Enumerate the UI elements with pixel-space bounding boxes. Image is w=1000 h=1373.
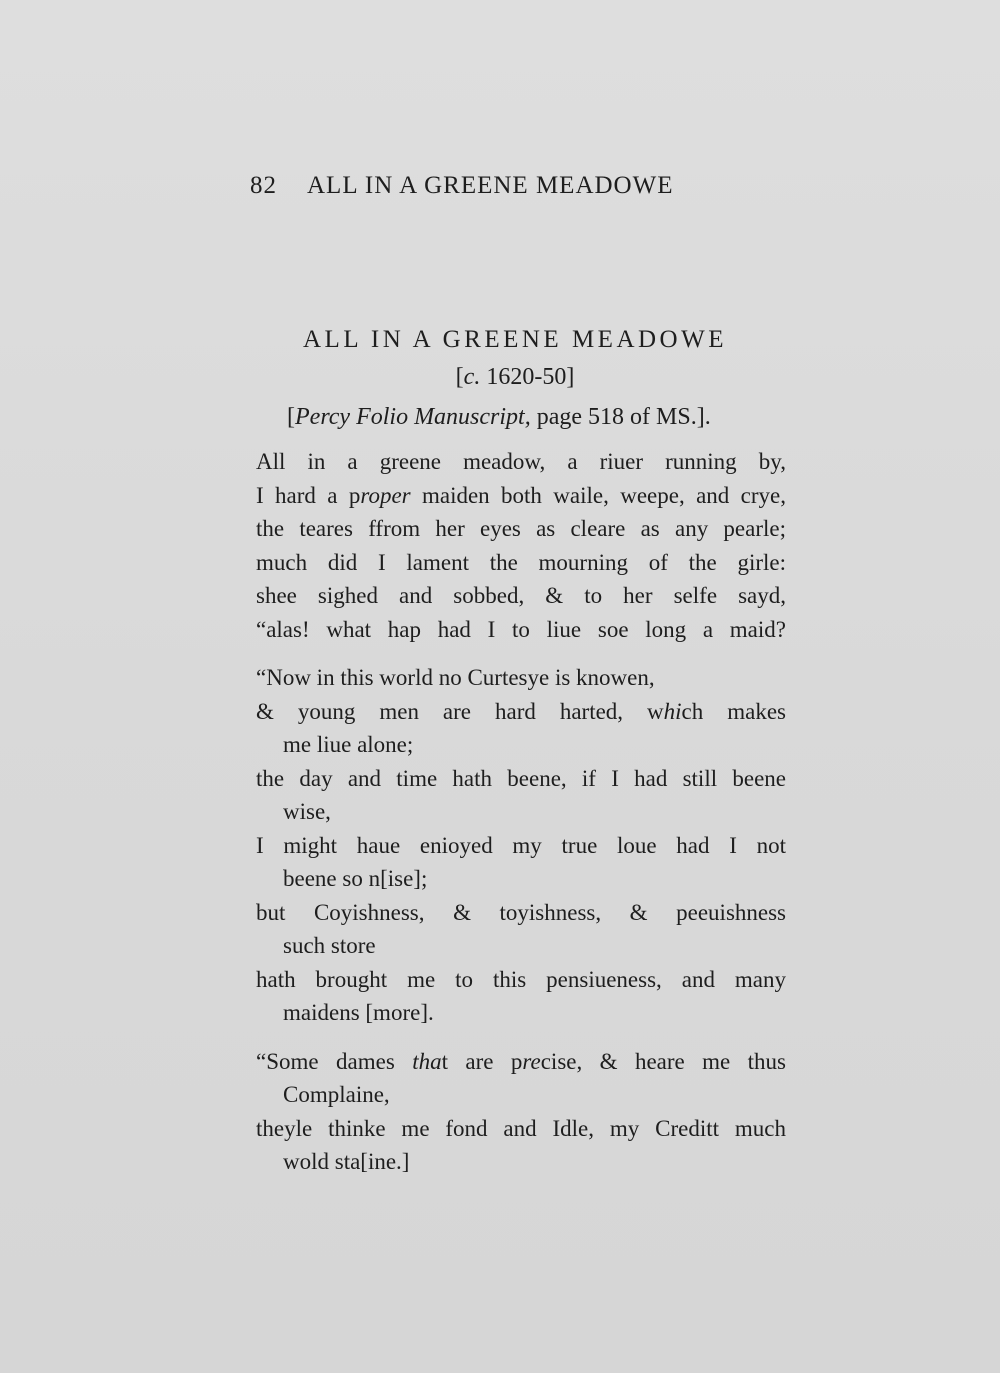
stanza-2 [256,661,786,1030]
poem-line: “Now in this world no Curtesye is knowen, [256,665,655,690]
ballad-date [0,364,1000,391]
poem-line-continuation: such store [283,933,376,958]
line-part: “Some dames [256,1048,413,1074]
poem-body [256,445,786,1179]
line-part: ch makes [681,698,786,724]
line-italic: roper [360,482,411,508]
poem-line-continuation: me liue alone; [283,732,414,757]
poem-line-continuation: beene so n[ise]; [283,866,428,891]
poem-line: the teares ffrom her eyes as cleare as any pearle; [256,516,786,541]
line-part: I hard a p [256,482,361,508]
date-bracket: [ [455,364,464,390]
line-part: cise, & heare me thus [540,1048,787,1074]
poem-line: much did I lament the mourning of the girle: [256,549,786,575]
date-years: 1620-50] [480,364,575,390]
poem-line: All in a greene meadow, a riuer running by, [256,449,786,474]
stanza-1 [256,445,786,646]
poem-line: I might haue enioyed my true loue had I not [256,832,786,858]
poem-line: shee sighed and sobbed, & to her selfe sayd, [256,583,786,608]
ballad-title: ALL IN A GREENE MEADOWE [303,326,727,353]
line-italic: re [522,1048,541,1074]
poem-line [256,695,786,729]
poem-line-continuation: wold sta[ine.] [283,1149,410,1174]
source-page: page 518 of MS.]. [530,404,711,430]
poem-line: the day and time hath beene, if I had still beene [256,765,786,791]
poem-line-continuation: maidens [more]. [283,1000,434,1025]
poem-line-continuation: wise, [283,799,331,824]
line-part: maiden both waile, weepe, and crye, [410,482,786,508]
poem-line [256,1045,786,1079]
ballad-source [287,404,711,431]
date-circa: c. [463,364,481,390]
poem-line-continuation: Complaine, [283,1082,390,1107]
line-italic: tha [412,1048,442,1074]
poem-line: “alas! what hap had I to liue soe long a maid? [256,616,786,642]
poem-line: theyle thinke me fond and Idle, my Creditt much [256,1115,786,1141]
page-number: 82 [250,172,277,199]
stanza-3 [256,1045,786,1179]
poem-line: hath brought me to this pensiueness, and many [256,966,786,992]
running-head [250,172,673,200]
line-italic: hi [663,698,682,724]
poem-line [256,479,786,513]
source-manuscript: Percy Folio Manuscript, [295,404,531,430]
line-part: & young men are hard harted, w [256,698,664,724]
source-bracket: [ [287,404,295,430]
running-title: ALL IN A GREENE MEADOWE [307,172,674,199]
line-part: t are p [441,1048,523,1074]
poem-line: but Coyishness, & toyishness, & peeuishness [256,899,786,925]
